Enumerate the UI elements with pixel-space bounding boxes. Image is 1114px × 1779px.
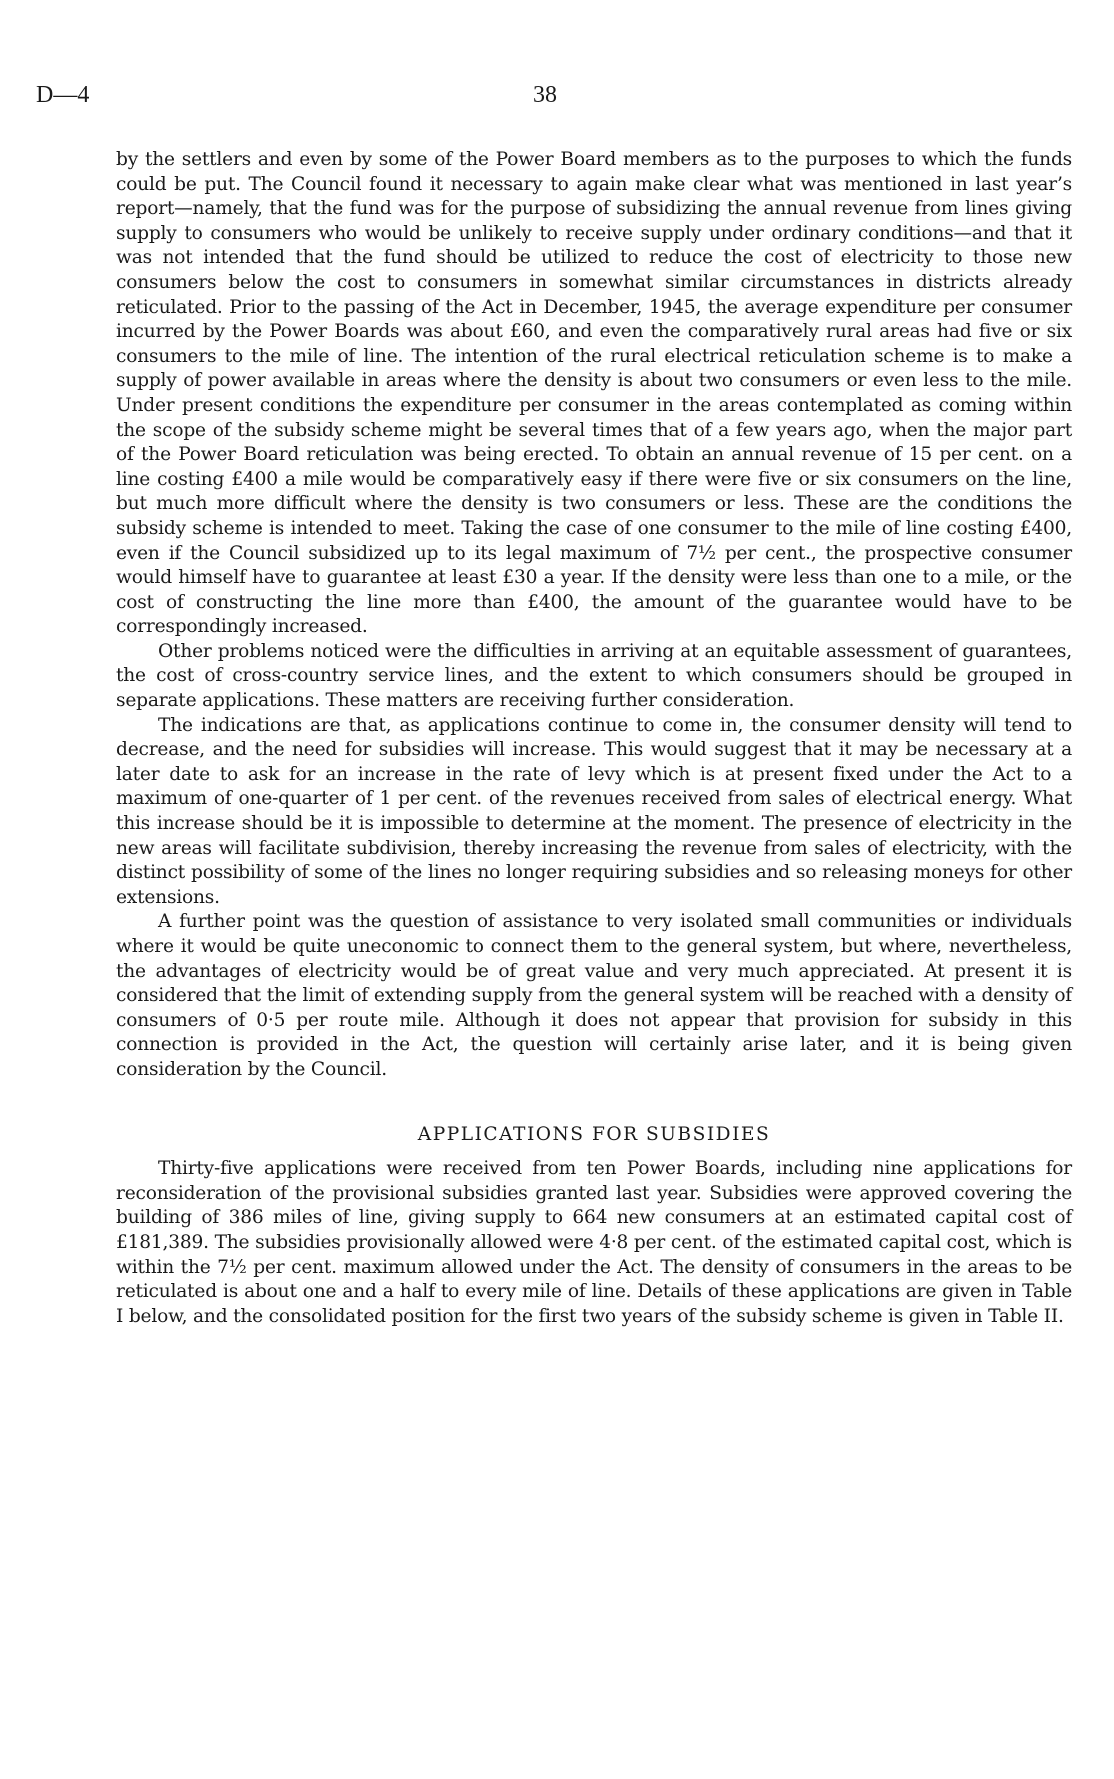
- paragraph-continued: by the settlers and even by some of the Power Board members as to the purposes to which the funds could be put. The Council found it necessary to again make clear what was mentioned in last year’s report—namely, that the fund was for the purpose of subsidizing the annual revenue from lines giving supply to consumers who would be unlikely to receive supply under ordinary conditions—and that it was not intended that the fund should be utilized to reduce the cost of electricity to those new consumers below the cost to consumers in somewhat similar circumstances in districts already reticulated. Prior to the passing of the Act in December, 1945, the average expenditure per consumer incurred by the Power Boards was about £60, and even the comparatively rural areas had five or six consumers to the mile of line. The intention of the rural electrical reticulation scheme is to make a supply of power available in areas where the density is about two consumers or even less to the mile. Under present conditions the expenditure per consumer in the areas contemplated as coming within the scope of the subsidy scheme might be several times that of a few years ago, when the major part of the Power Board reticulation was being erected. To obtain an annual revenue of 15 per cent. on a line costing £400 a mile would be comparatively easy if there were five or six consumers on the line, but much more difficult where the density is two consumers or less. These are the conditions the subsidy scheme is intended to meet. Taking the case of one consumer to the mile of line costing £400, even if the Council subsidized up to its legal maximum of 7½ per cent., the prospective consumer would himself have to guarantee at least £30 a year. If the density were less than one to a mile, or the cost of constructing the line more than £400, the amount of the guarantee would have to be correspondingly increased.: [116, 149, 1072, 638]
- paragraph-other-problems: Other problems noticed were the difficulties in arriving at an equitable assessment of guarantees, the cost of cross-country service lines, and the extent to which consumers should be grouped in separate applications. These matters are receiving further consideration.: [116, 640, 1072, 712]
- body-text: [116, 148, 1072, 1329]
- paragraph-indications: The indications are that, as applications continue to come in, the consumer density will tend to decrease, and the need for subsidies will increase. This would suggest that it may be necessary at a later date to ask for an increase in the rate of levy which is at present fixed under the Act to a maximum of one-quarter of 1 per cent. of the revenues received from sales of electrical energy. What this increase should be it is impossible to determine at the moment. The presence of electricity in the new areas will facilitate subdivision, thereby increasing the revenue from sales of electricity, with the distinct possibility of some of the lines no longer requiring subsidies and so releasing moneys for other extensions.: [116, 714, 1072, 908]
- paragraph-isolated-communities: A further point was the question of assistance to very isolated small communities or individuals where it would be quite uneconomic to connect them to the general system, but where, nevertheless, the advantages of electricity would be of great value and very much appreciated. At present it is considered that the limit of extending supply from the general system will be reached with a density of consumers of 0·5 per route mile. Although it does not appear that provision for subsidy in this connection is provided in the Act, the question will certainly arise later, and it is being given consideration by the Council.: [116, 911, 1072, 1080]
- section-heading: APPLICATIONS FOR SUBSIDIES: [417, 1123, 771, 1145]
- page-header: [36, 82, 1076, 112]
- report-page-code: D—4: [36, 82, 90, 108]
- paragraph-applications: Thirty-five applications were received from ten Power Boards, including nine applications for reconsideration of the provisional subsidies granted last year. Subsidies were approved covering the building of 386 miles of line, giving supply to 664 new consumers at an estimated capital cost of £181,389. The subsidies provisionally allowed were 4·8 per cent. of the estimated capital cost, which is within the 7½ per cent. maximum allowed under the Act. The density of consumers in the areas to be reticulated is about one and a half to every mile of line. Details of these applications are given in Table I below, and the consolidated position for the first two years of the subsidy scheme is given in Table II.: [116, 1158, 1072, 1327]
- page-number: 38: [533, 82, 557, 108]
